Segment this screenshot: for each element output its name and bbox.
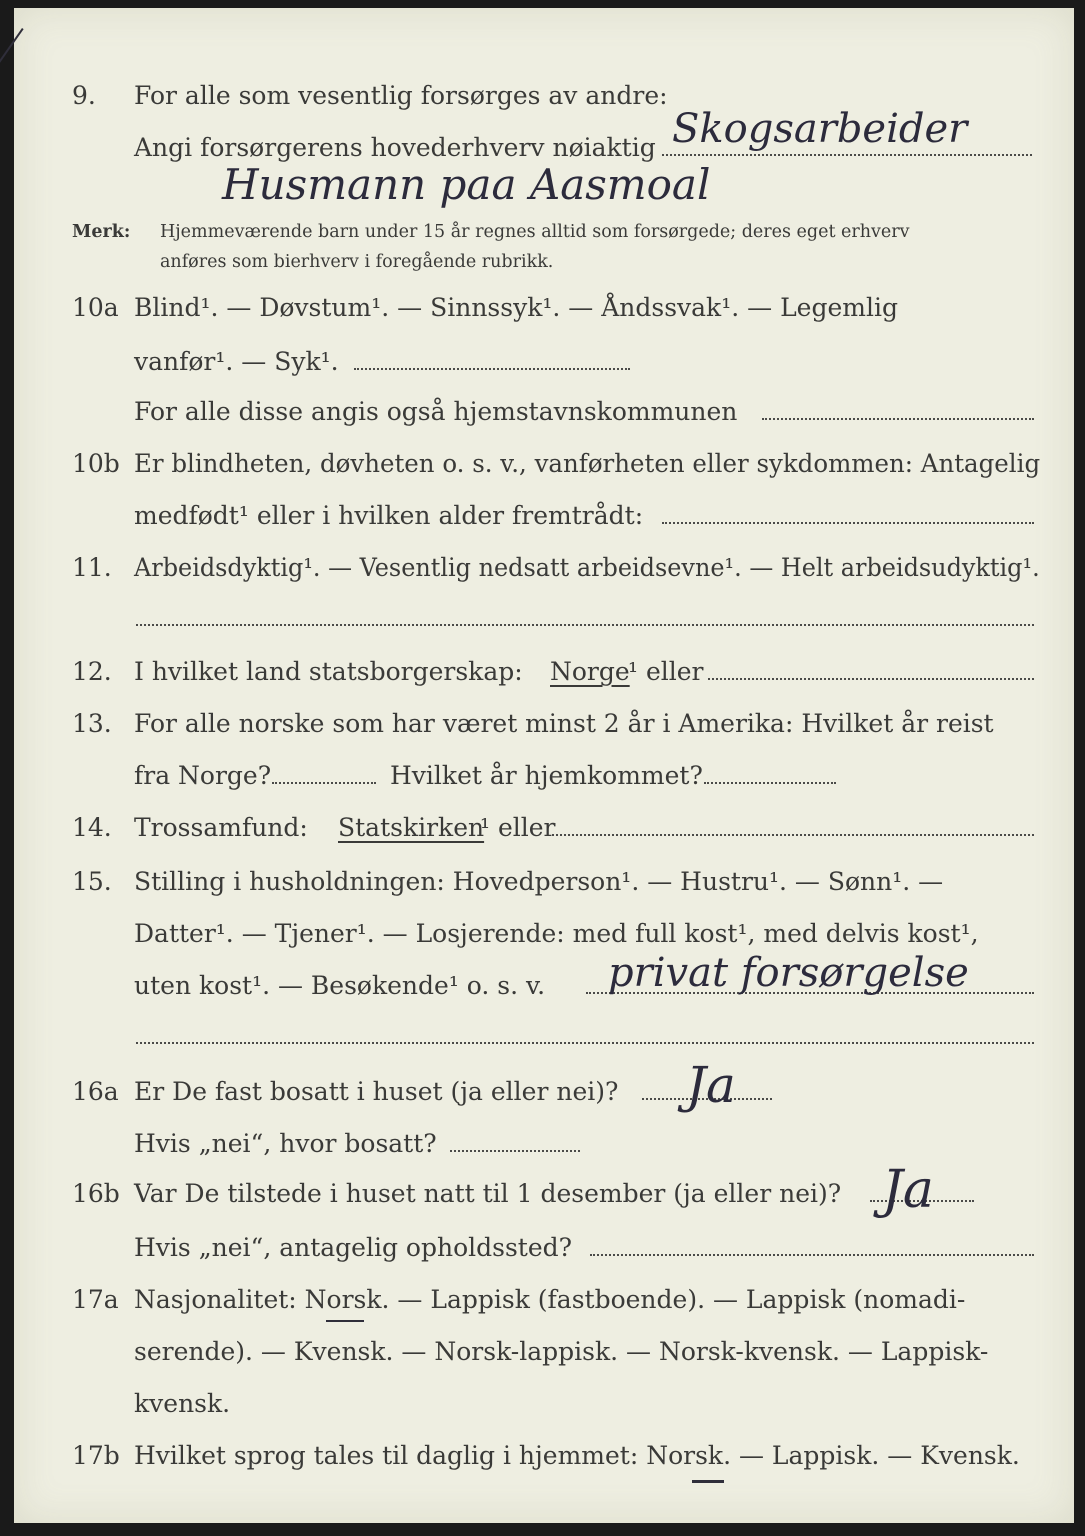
merk-line2 <box>0 242 1085 282</box>
merk-text1: Hjemmeværende barn under 15 år regnes alltid som forsørgede; deres eget erhverv <box>160 222 910 242</box>
q16b-line2 <box>0 1228 1085 1268</box>
q10b-line1 <box>0 444 1085 484</box>
q16a-number: 16a <box>72 1077 119 1106</box>
q15-extra-line <box>136 1042 1034 1044</box>
q9-text2: Angi forsørgerens hovederhverv nøiaktig <box>134 133 656 162</box>
q16b-handwritten-answer: Ja <box>882 1160 934 1220</box>
q13-number: 13. <box>72 709 112 738</box>
q10a-text2: vanfør¹. — Syk¹. <box>134 347 339 376</box>
q9-number: 9. <box>72 81 96 110</box>
q16b-text2: Hvis „nei“, antagelig opholdssted? <box>134 1233 573 1262</box>
q17a-text2: serende). — Kvensk. — Norsk-lappisk. — Norsk-kvensk. — Lappisk- <box>134 1337 989 1366</box>
q17a-norsk-mark <box>326 1320 364 1322</box>
q10a-number: 10a <box>72 293 119 322</box>
q10a-answer-line <box>354 368 630 370</box>
q11-line1 <box>0 548 1085 588</box>
q16a-bosatt-line <box>450 1150 580 1152</box>
q10b-line2 <box>0 496 1085 536</box>
q15-line2 <box>0 914 1085 954</box>
q17a-line2 <box>0 1332 1085 1372</box>
q16b-text1: Var De tilstede i huset natt til 1 desember (ja eller nei)? <box>134 1179 842 1208</box>
q16a-line1 <box>0 1072 1085 1112</box>
q16b-opholdssted-line <box>590 1254 1034 1256</box>
q17b-line1 <box>0 1436 1085 1476</box>
q15-handwritten-answer: privat forsørgelse <box>608 950 969 996</box>
q12-text-pre: I hvilket land statsborgerskap: <box>134 657 523 686</box>
q13-text-b: Hvilket år hjemkommet? <box>390 761 703 790</box>
q9-answer-line <box>662 154 1032 156</box>
q16a-line2 <box>0 1124 1085 1164</box>
q10b-number: 10b <box>72 449 120 478</box>
q10a-text1: Blind¹. — Døvstum¹. — Sinnssyk¹. — Åndssvak¹. — Legemlig <box>134 293 898 322</box>
merk-label: Merk: <box>72 222 131 242</box>
q11-number: 11. <box>72 553 112 582</box>
q12-answer-line <box>708 678 1034 680</box>
q10a-line3 <box>0 392 1085 432</box>
q10a-text3: For alle disse angis også hjemstavnskommunen <box>134 397 738 426</box>
q17a-text3: kvensk. <box>134 1389 231 1418</box>
q9-text1: For alle som vesentlig forsørges av andre: <box>134 81 668 110</box>
q17a-number: 17a <box>72 1285 119 1314</box>
q17b-text1: Hvilket sprog tales til daglig i hjemmet: Norsk. — Lappisk. — Kvensk. <box>134 1441 1020 1470</box>
q12-text-post: ¹ eller <box>628 657 704 686</box>
q13-line1 <box>0 704 1085 744</box>
q12-line1 <box>0 652 1085 692</box>
q13-text-a: fra Norge? <box>134 761 272 790</box>
q17a-line1 <box>0 1280 1085 1320</box>
q15-number: 15. <box>72 867 112 896</box>
q10a-line2 <box>0 342 1085 382</box>
q15-text2: Datter¹. — Tjener¹. — Losjerende: med full kost¹, med delvis kost¹, <box>134 919 979 948</box>
q10b-answer-line <box>662 522 1034 524</box>
q17a-text1: Nasjonalitet: Norsk. — Lappisk (fastboende). — Lappisk (nomadi- <box>134 1285 966 1314</box>
q10b-text1: Er blindheten, døvheten o. s. v., vanførheten eller sykdommen: Antagelig <box>134 449 1041 478</box>
q17a-line3 <box>0 1384 1085 1424</box>
q10a-hjemstavn-line <box>762 418 1034 420</box>
q13-text1: For alle norske som har været minst 2 år i Amerika: Hvilket år reist <box>134 709 994 738</box>
q13-hjemkommet-line <box>704 782 836 784</box>
q13-reist-line <box>272 782 376 784</box>
q17b-number: 17b <box>72 1441 120 1470</box>
q12-number: 12. <box>72 657 112 686</box>
q14-text-pre: Trossamfund: <box>134 813 308 842</box>
q14-statskirken-underlined: Statskirken <box>338 813 485 842</box>
q16a-text2: Hvis „nei“, hvor bosatt? <box>134 1129 437 1158</box>
q15-text3: uten kost¹. — Besøkende¹ o. s. v. <box>134 971 546 1000</box>
q13-line2 <box>0 756 1085 796</box>
q14-line1 <box>0 808 1085 848</box>
q16a-handwritten-answer: Ja <box>686 1056 736 1114</box>
q15-line1 <box>0 862 1085 902</box>
q9-handwritten-answer-line2: Husmann paa Aasmoal <box>222 160 711 209</box>
q11-answer-line <box>136 624 1034 626</box>
merk-text2: anføres som bierhverv i foregående rubrikk. <box>160 252 554 272</box>
q14-answer-line <box>552 834 1034 836</box>
q15-text1: Stilling i husholdningen: Hovedperson¹. — Hustru¹. — Sønn¹. — <box>134 867 944 896</box>
q10b-text2: medfødt¹ eller i hvilken alder fremtrådt: <box>134 501 644 530</box>
q16a-text1: Er De fast bosatt i huset (ja eller nei)? <box>134 1077 619 1106</box>
q12-norge-underlined: Norge <box>550 657 630 686</box>
q16b-number: 16b <box>72 1179 120 1208</box>
q14-number: 14. <box>72 813 112 842</box>
q10a-line1 <box>0 288 1085 328</box>
q9-handwritten-answer: Skogsarbeider <box>672 106 968 152</box>
q14-text-post: ¹ eller <box>480 813 556 842</box>
q17b-norsk-mark <box>692 1480 724 1483</box>
q11-text1: Arbeidsdyktig¹. — Vesentlig nedsatt arbeidsevne¹. — Helt arbeidsudyktig¹. <box>134 553 1040 582</box>
